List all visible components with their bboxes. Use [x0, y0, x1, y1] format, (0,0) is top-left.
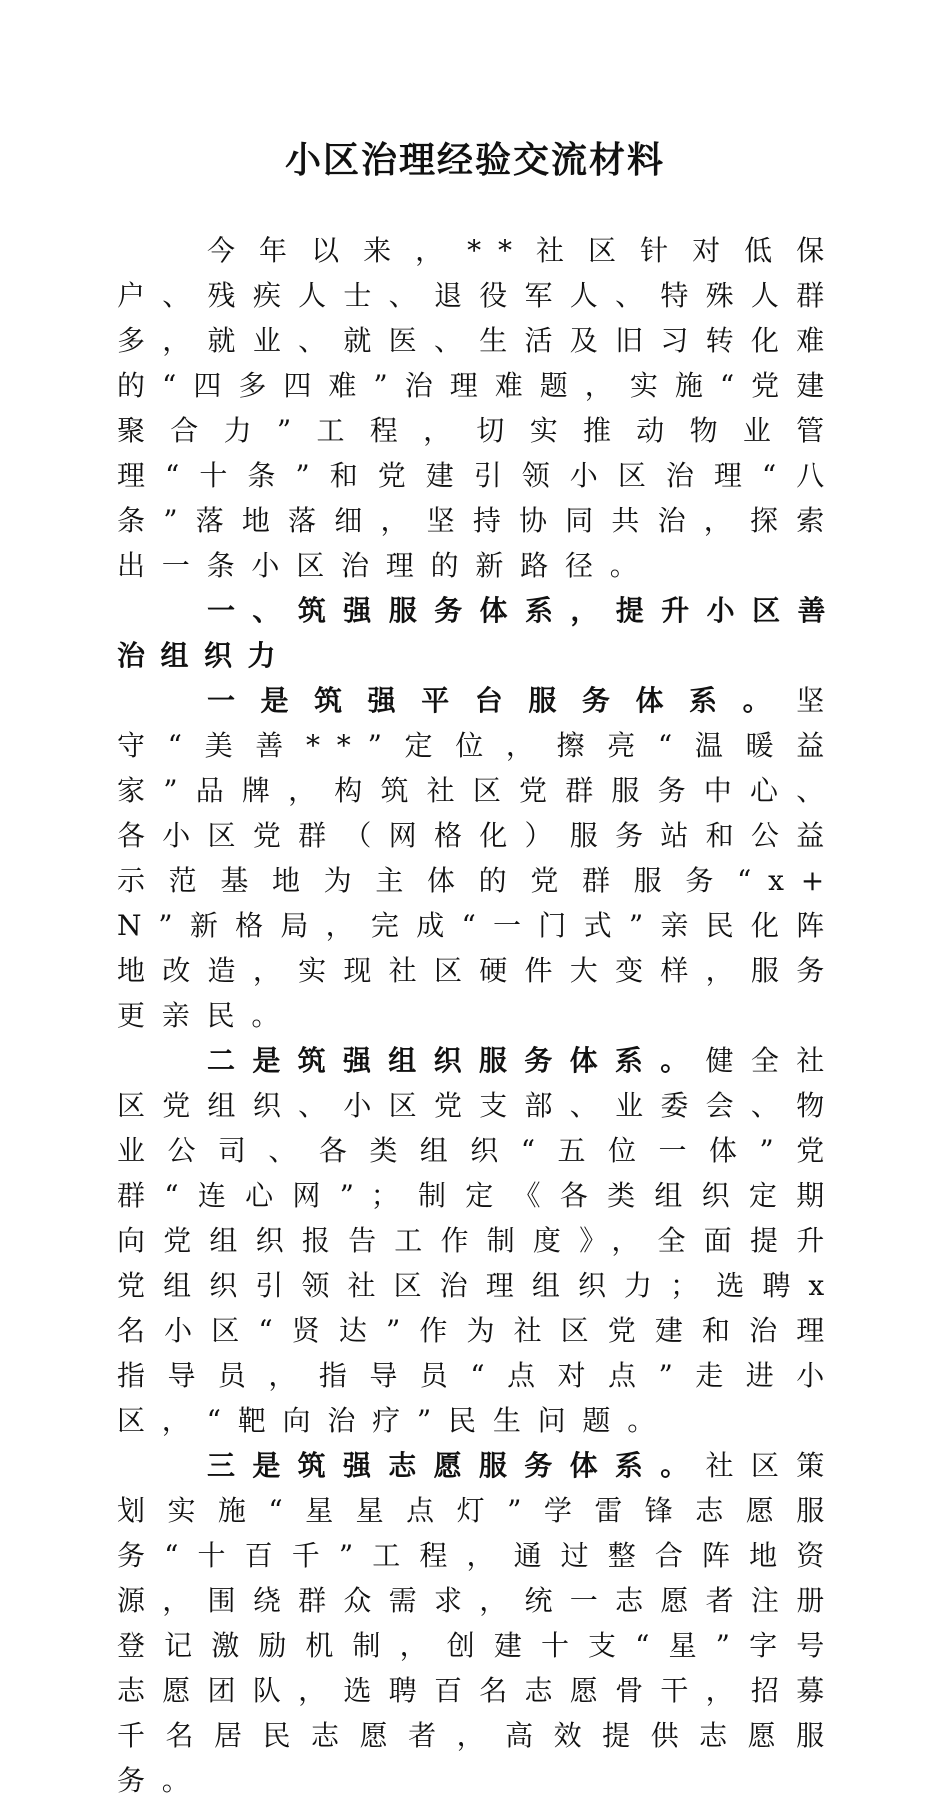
body-paragraph — [117, 1443, 841, 1803]
document-title: 小区治理经验交流材料 — [284, 139, 665, 181]
paragraph-lead: 二是筑强组织服务体系。 — [207, 1044, 706, 1077]
section-heading: 一、筑强服务体系，提升小区善治组织力 — [117, 594, 841, 672]
paragraph-text: 坚守“美善**”定位，擦亮“温暖益家”品牌，构筑社区党群服务中心、各小区党群（网格化）服务站和公益示范基地为主体的党群服务“x+N”新格局，完成“一门式”亲民化阵地改造，实现社区硬件大变样，服务更亲民。 — [117, 684, 841, 1032]
intro-paragraph: 今年以来，**社区针对低保户、残疾人士、退役军人、特殊人群多，就业、就医、生活及旧习转化难的“四多四难”治理难题，实施“党建聚合力”工程，切实推动物业管理“十条”和党建引领小区治理“八条”落地落细，坚持协同共治，探索出一条小区治理的新路径。 — [117, 234, 841, 582]
body-paragraph — [117, 678, 841, 1038]
paragraph-lead: 三是筑强志愿服务体系。 — [207, 1449, 706, 1482]
document-body — [117, 228, 841, 1803]
paragraph-text: 健全社区党组织、小区党支部、业委会、物业公司、各类组织“五位一体”党群“连心网”；制定《各类组织定期向党组织报告工作制度》，全面提升党组织引领社区治理组织力；选聘x名小区“贤达”作为社区党建和治理指导员，指导员“点对点”走进小区，“靶向治疗”民生问题。 — [117, 1044, 841, 1437]
paragraph-lead: 一是筑强平台服务体系。 — [207, 684, 797, 717]
paragraph-text: 社区策划实施“星星点灯”学雷锋志愿服务“十百千”工程，通过整合阵地资源，围绕群众需求，统一志愿者注册登记激励机制，创建十支“星”字号志愿团队，选聘百名志愿骨干，招募千名居民志愿者，高效提供志愿服务。 — [117, 1449, 841, 1797]
body-paragraph — [117, 1038, 841, 1443]
